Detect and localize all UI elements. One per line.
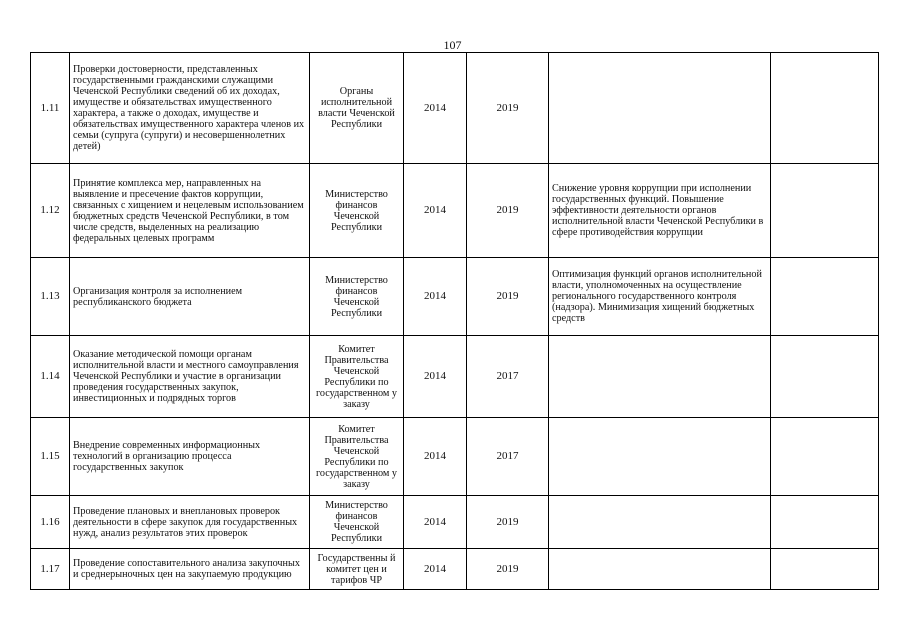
executor: Органы исполнительной власти Чеченской Республики xyxy=(310,53,404,164)
executor: Министерство финансов Чеченской Республики xyxy=(310,164,404,258)
start-year: 2014 xyxy=(404,549,467,590)
row-number: 1.15 xyxy=(31,418,70,496)
measure-name: Внедрение современных информационных технологий в организацию процесса государственных закупок xyxy=(70,418,310,496)
expected-result: Снижение уровня коррупции при исполнении государственных функций. Повышение эффективности деятельности органов исполнительной власти Чеченской Республики в сфере противодействия коррупции xyxy=(549,164,771,258)
measure-name: Проверки достоверности, представленных государственными гражданскими служащими Чеченской Республики сведений об их доходах, имуществе и обязательствах имущественного характера, а также о доходах, имуществе и обязательствах имущественного характера членов их семьи (супруга (супруги) и несовершеннолетних детей) xyxy=(70,53,310,164)
empty-cell xyxy=(771,164,879,258)
expected-result xyxy=(549,336,771,418)
measure-name: Организация контроля за исполнением республиканского бюджета xyxy=(70,258,310,336)
executor: Министерство финансов Чеченской Республики xyxy=(310,496,404,549)
executor: Комитет Правительства Чеченской Республики по государственном у заказу xyxy=(310,336,404,418)
end-year: 2019 xyxy=(467,53,549,164)
start-year: 2014 xyxy=(404,336,467,418)
empty-cell xyxy=(771,53,879,164)
row-number: 1.11 xyxy=(31,53,70,164)
measure-name: Оказание методической помощи органам исполнительной власти и местного самоуправления Чеченской Республики и участие в организации проведения государственных закупок, инвестиционных и подрядных торгов xyxy=(70,336,310,418)
measure-name: Принятие комплекса мер, направленных на выявление и пресечение фактов коррупции, связанных с хищением и нецелевым использованием бюджетных средств Чеченской Республики, в том числе средств, выделенных на реализацию федеральных целевых программ xyxy=(70,164,310,258)
expected-result: Оптимизация функций органов исполнительной власти, уполномоченных на осуществление регионального государственного контроля (надзора). Минимизация хищений бюджетных средств xyxy=(549,258,771,336)
end-year: 2019 xyxy=(467,164,549,258)
measure-name: Проведение плановых и внеплановых проверок деятельности в сфере закупок для государственных нужд, анализ результатов этих проверок xyxy=(70,496,310,549)
expected-result xyxy=(549,53,771,164)
empty-cell xyxy=(771,336,879,418)
empty-cell xyxy=(771,496,879,549)
table-row xyxy=(31,164,879,258)
table-row xyxy=(31,53,879,164)
empty-cell xyxy=(771,549,879,590)
executor: Государственны й комитет цен и тарифов ЧР xyxy=(310,549,404,590)
executor: Комитет Правительства Чеченской Республики по государственном у заказу xyxy=(310,418,404,496)
table-row xyxy=(31,258,879,336)
table-row xyxy=(31,549,879,590)
expected-result xyxy=(549,496,771,549)
page-number: 107 xyxy=(443,38,462,52)
start-year: 2014 xyxy=(404,164,467,258)
end-year: 2019 xyxy=(467,258,549,336)
start-year: 2014 xyxy=(404,258,467,336)
start-year: 2014 xyxy=(404,418,467,496)
end-year: 2017 xyxy=(467,336,549,418)
row-number: 1.13 xyxy=(31,258,70,336)
start-year: 2014 xyxy=(404,53,467,164)
table-row xyxy=(31,418,879,496)
row-number: 1.12 xyxy=(31,164,70,258)
start-year: 2014 xyxy=(404,496,467,549)
end-year: 2019 xyxy=(467,496,549,549)
measure-name: Проведение сопоставительного анализа закупочных и среднерыночных цен на закупаемую продукцию xyxy=(70,549,310,590)
row-number: 1.16 xyxy=(31,496,70,549)
executor: Министерство финансов Чеченской Республики xyxy=(310,258,404,336)
measures-table xyxy=(30,52,879,590)
expected-result xyxy=(549,549,771,590)
expected-result xyxy=(549,418,771,496)
end-year: 2019 xyxy=(467,549,549,590)
end-year: 2017 xyxy=(467,418,549,496)
table-row xyxy=(31,336,879,418)
row-number: 1.17 xyxy=(31,549,70,590)
row-number: 1.14 xyxy=(31,336,70,418)
table-row xyxy=(31,496,879,549)
empty-cell xyxy=(771,258,879,336)
empty-cell xyxy=(771,418,879,496)
